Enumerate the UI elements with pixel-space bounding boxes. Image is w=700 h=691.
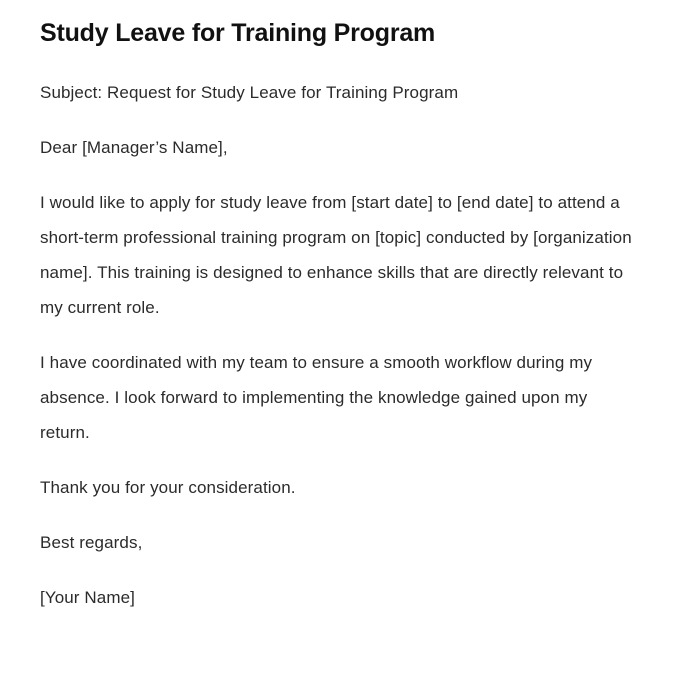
body-paragraph-2: I have coordinated with my team to ensure a smooth workflow during my absence. I look forward to implementing the knowledge gained upon my return. [40, 353, 593, 442]
page-title: Study Leave for Training Program [40, 19, 436, 47]
closing-line: Thank you for your consideration. [40, 478, 296, 497]
subject-line: Subject: Request for Study Leave for Training Program [40, 83, 459, 102]
signature-placeholder: [Your Name] [40, 588, 135, 607]
greeting-line: Dear [Manager’s Name], [40, 138, 228, 157]
signoff-line: Best regards, [40, 533, 143, 552]
body-paragraph-1: I would like to apply for study leave from [start date] to [end date] to attend a short-term professional training program on [topic] conducted by [organization name]. This training is designed to enhance skills that are directly relevant to my current role. [40, 193, 632, 317]
